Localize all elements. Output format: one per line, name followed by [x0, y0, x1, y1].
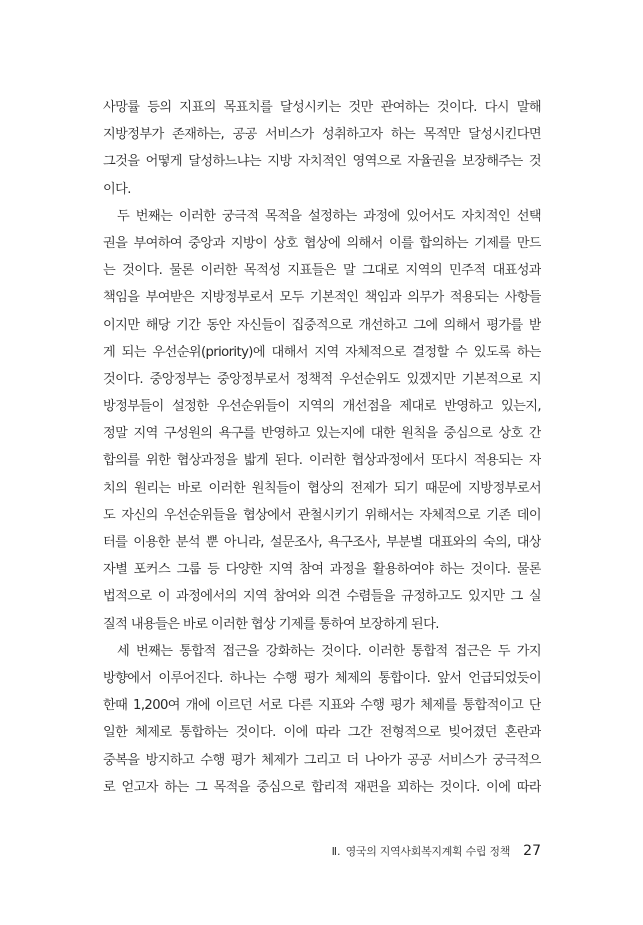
- body-text: [103, 94, 541, 801]
- text-line: 것이다. 중앙정부는 중앙정부로서 정책적 우선순위도 있겠지만 기본적으로 지: [103, 371, 541, 387]
- text-line: 합의를 위한 협상과정을 밟게 된다. 이러한 협상과정에서 또다시 적용되는 자: [103, 453, 541, 469]
- text-line: 는 것이다. 물론 이러한 목적성 지표들은 말 그대로 지역의 민주적 대표성과: [103, 263, 541, 279]
- text-line: 정말 지역 구성원의 욕구를 반영하고 있는지에 대한 원칙을 중심으로 상호 간: [103, 426, 541, 442]
- text-line: 방향에서 이루어진다. 하나는 수행 평가 체제의 통합이다. 앞서 언급되었듯이: [103, 670, 541, 686]
- text-line: 한때 1,200여 개에 이르던 서로 다른 지표와 수행 평가 체제를 통합적이고 단: [103, 698, 541, 714]
- text-line: 로 얻고자 하는 그 목적을 중심으로 합리적 재편을 꾀하는 것이다. 이에 따라: [103, 779, 541, 795]
- text-line: 질적 내용들은 바로 이러한 협상 기제를 통하여 보장하게 된다.: [103, 616, 439, 632]
- page-footer: [332, 840, 541, 860]
- text-line: 세 번째는 통합적 접근을 강화하는 것이다. 이러한 통합적 접근은 두 가지: [117, 643, 541, 659]
- text-line: 이지만 해당 기간 동안 자신들이 집중적으로 개선하고 그에 의해서 평가를 받: [103, 317, 541, 333]
- page-number: 27: [523, 843, 541, 859]
- text-line: 게 되는 우선순위(priority)에 대해서 지역 자체적으로 결정할 수 있도록 하는: [103, 344, 541, 360]
- text-line: 두 번째는 이러한 궁극적 목적을 설정하는 과정에 있어서도 자치적인 선택: [117, 208, 541, 224]
- footer-chapter: Ⅱ.: [331, 845, 341, 858]
- text-line: 책임을 부여받은 지방정부로서 모두 기본적인 책임과 의무가 적용되는 사항들: [103, 290, 541, 306]
- text-line: 중복을 방지하고 수행 평가 체제가 그리고 더 나아가 공공 서비스가 궁극적으: [103, 752, 541, 768]
- text-line: 방정부들이 설정한 우선순위들이 지역의 개선점을 제대로 반영하고 있는지,: [103, 399, 541, 415]
- text-line: 법적으로 이 과정에서의 지역 참여와 의견 수렴들을 규정하고도 있지만 그 실: [103, 589, 541, 605]
- text-line: 치의 원리는 바로 이러한 원칙들이 협상의 전제가 되기 때문에 지방정부로서: [103, 480, 541, 496]
- footer-title: 영국의 지역사회복지계획 수립 정책: [345, 845, 511, 858]
- text-line: 자별 포커스 그룹 등 다양한 지역 참여 과정을 활용하여야 하는 것이다. 물론: [103, 562, 541, 578]
- text-line: 지방정부가 존재하는, 공공 서비스가 성취하고자 하는 목적만 달성시킨다면: [103, 127, 541, 143]
- text-line: 사망률 등의 지표의 목표치를 달성시키는 것만 관여하는 것이다. 다시 말해: [103, 100, 541, 115]
- text-line: 권을 부여하여 중앙과 지방이 상호 협상에 의해서 이를 합의하는 기제를 만드: [103, 235, 541, 251]
- text-line: 이다.: [103, 181, 131, 197]
- text-line: 그것을 어떻게 달성하느냐는 지방 자치적인 영역으로 자율권을 보장해주는 것: [103, 154, 541, 170]
- text-line: 일한 체제로 통합하는 것이다. 이에 따라 그간 전형적으로 빚어졌던 혼란과: [103, 725, 541, 741]
- text-line: 도 자신의 우선순위들을 협상에서 관철시키기 위해서는 자체적으로 기존 데이: [103, 507, 541, 523]
- text-line: 터를 이용한 분석 뿐 아니라, 설문조사, 욕구조사, 부분별 대표와의 숙의, 대상: [103, 535, 541, 550]
